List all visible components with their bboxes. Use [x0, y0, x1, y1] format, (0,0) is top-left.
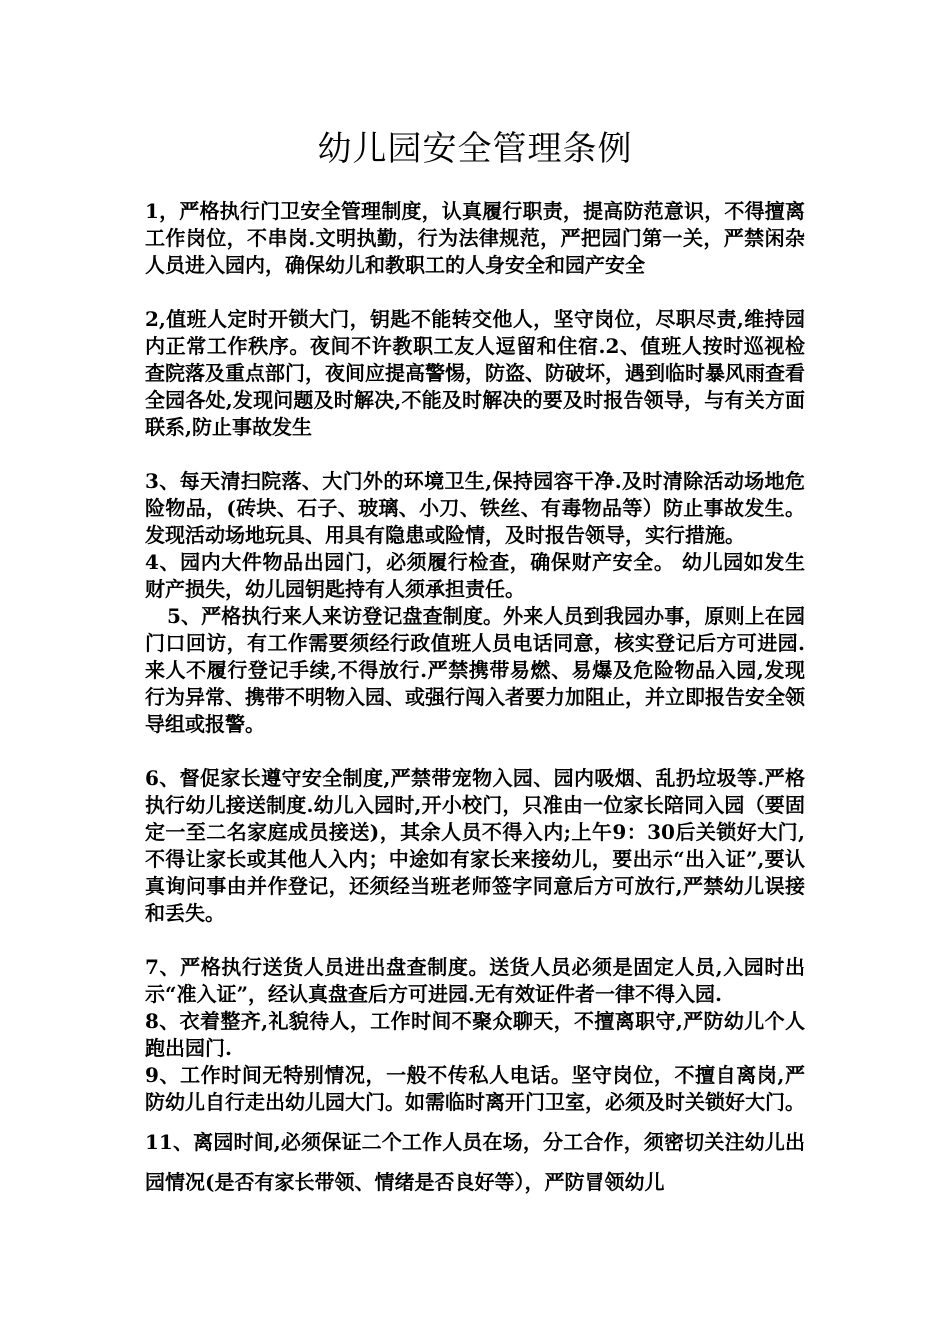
paragraph-5: 5、严格执行来人来访登记盘查制度。外来人员到我园办事，原则上在园门口回访，有工作需要须经行政值班人员电话同意，核实登记后方可进园.来人不履行登记手续,不得放行.严禁携带易燃、易爆及危险物品入园,发现行为异常、携带不明物入园、或强行闯入者要力加阻止，并立即报告安全领导组或报警。	[145, 604, 805, 736]
paragraph-7: 7、严格执行送货人员进出盘查制度。送货人员必须是固定人员,入园时出示“准入证”，经认真盘查后方可进园.无有效证件者一律不得入园.	[145, 955, 805, 1006]
paragraph-spacer	[145, 441, 805, 468]
paragraph-spacer	[145, 279, 805, 306]
paragraph-1: 1，严格执行门卫安全管理制度，认真履行职责，提高防范意识，不得擅离工作岗位，不串岗.文明执勤，行为法律规范，严把园门第一关，严禁闲杂人员进入园内，确保幼儿和教职工的人身安全和园产安全	[145, 199, 805, 277]
document-title: 幼儿园安全管理条例	[317, 129, 633, 169]
paragraph-2: 2,值班人定时开锁大门，钥匙不能转交他人，坚守岗位，尽职尽责,维持园内正常工作秩序。夜间不许教职工友人逗留和住宿.2、值班人按时巡视检查院落及重点部门，夜间应提高警惕，防盗、防破坏，遇到临时暴风雨查看全园各处,发现问题及时解决,不能及时解决的要及时报告领导，与有关方面联系,防止事故发生	[145, 307, 805, 439]
paragraph-8: 8、衣着整齐,礼貌待人，工作时间不聚众聊天，不擅离职守,严防幼儿个人跑出园门.	[145, 1009, 805, 1060]
paragraph-spacer	[145, 738, 805, 765]
paragraph-11: 11、离园时间,必须保证二个工作人员在场，分工合作，须密切关注幼儿出园情况(是否有家长带领、情绪是否良好等），严防冒领幼儿	[145, 1130, 805, 1194]
document-body	[145, 198, 805, 1202]
paragraph-6: 6、督促家长遵守安全制度,严禁带宠物入园、园内吸烟、乱扔垃圾等.严格执行幼儿接送制度.幼儿入园时,开小校门，只准由一位家长陪同入园（要固定一至二名家庭成员接送)，其余人员不得入内;上午9：30后关锁好大门,不得让家长或其他人入内；中途如有家长来接幼儿，要出示“出入证”,要认真询问事由并作登记，还须经当班老师签字同意后方可放行,严禁幼儿误接和丢失。	[145, 766, 805, 925]
paragraph-3: 3、每天清扫院落、大门外的环境卫生,保持园容干净.及时清除活动场地危险物品，(砖块、石子、玻璃、小刀、铁丝、有毒物品等）防止事故发生。发现活动场地玩具、用具有隐患或险情，及时报告领导，实行措施。	[145, 469, 805, 547]
paragraph-4: 4、园内大件物品出园门，必须履行检查，确保财产安全。 幼儿园如发生财产损失，幼儿园钥匙持有人须承担责任。	[145, 550, 805, 601]
paragraph-9: 9、工作时间无特别情况，一般不传私人电话。坚守岗位，不擅自离岗,严防幼儿自行走出幼儿园大门。如需临时离开门卫室，必须及时关锁好大门。	[145, 1063, 805, 1114]
paragraph-spacer	[145, 927, 805, 954]
